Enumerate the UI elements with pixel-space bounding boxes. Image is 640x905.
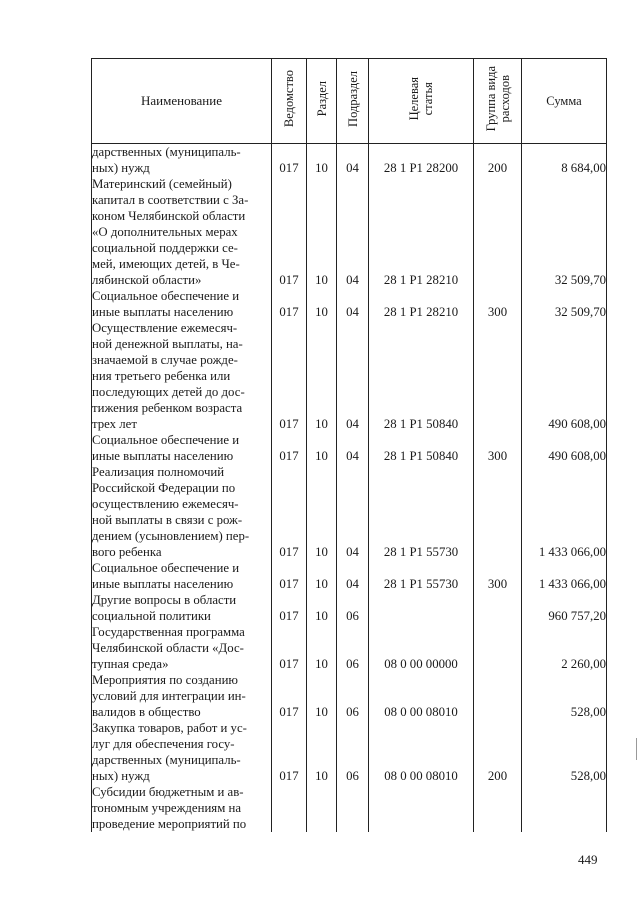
- row-name-line: Осуществление ежемесяч-: [92, 321, 238, 335]
- row-target: 28 1 P1 55730: [369, 464, 474, 560]
- header-group-line2: расходов: [497, 75, 512, 123]
- row-name-line: тономным учреждениям на: [92, 801, 242, 815]
- header-dept-label: Ведомство: [282, 70, 296, 128]
- row-name-line: последующих детей до дос-: [92, 385, 245, 399]
- row-sum: 8 684,00: [522, 144, 607, 177]
- row-group: [474, 176, 522, 288]
- row-subsection: 06: [337, 624, 369, 672]
- row-name-line: дарственных (муниципаль-: [92, 145, 241, 159]
- row-section: 10: [307, 176, 337, 288]
- row-target: [369, 592, 474, 624]
- row-section: 10: [307, 720, 337, 784]
- row-name-line: дарственных (муниципаль-: [92, 753, 241, 767]
- row-name-line: валидов в общество: [92, 705, 201, 719]
- row-name-line: Закупка товаров, работ и ус-: [92, 721, 247, 735]
- row-subsection: 04: [337, 176, 369, 288]
- row-group: 200: [474, 144, 522, 177]
- row-name-line: тижения ребенком возраста: [92, 401, 243, 415]
- row-sum: 528,00: [522, 720, 607, 784]
- row-name-line: ных) нужд: [92, 161, 150, 175]
- row-name-line: ных) нужд: [92, 769, 150, 783]
- row-name-line: мей, имеющих детей, в Че-: [92, 257, 240, 271]
- budget-table: [91, 58, 607, 832]
- header-group-label: [484, 66, 512, 131]
- row-name: [92, 176, 272, 288]
- row-name: [92, 784, 272, 832]
- row-subsection: 04: [337, 464, 369, 560]
- table-row: [92, 560, 607, 592]
- row-name-line: Реализация полномочий: [92, 465, 225, 479]
- row-name-line: Российской Федерации по: [92, 481, 236, 495]
- row-name: [92, 432, 272, 464]
- row-sum: 490 608,00: [522, 432, 607, 464]
- row-section: 10: [307, 288, 337, 320]
- row-name-line: значаемой в случае рожде-: [92, 353, 238, 367]
- row-name-line: ной выплаты в связи с рож-: [92, 513, 243, 527]
- header-group: [474, 59, 522, 144]
- row-group: 300: [474, 288, 522, 320]
- table-row: [92, 784, 607, 832]
- row-name-line: Социальное обеспечение и: [92, 561, 240, 575]
- table-row: [92, 624, 607, 672]
- row-target: [369, 784, 474, 832]
- row-group: 300: [474, 432, 522, 464]
- row-name-line: Государственная программа: [92, 625, 245, 639]
- row-sum: 960 757,20: [522, 592, 607, 624]
- page-number: 449: [578, 852, 598, 867]
- row-name: [92, 464, 272, 560]
- row-dept: 017: [272, 144, 307, 177]
- table-header-row: [92, 59, 607, 144]
- row-name-line: Другие вопросы в области: [92, 593, 237, 607]
- row-target: 28 1 P1 28210: [369, 288, 474, 320]
- row-dept: 017: [272, 592, 307, 624]
- row-subsection: 06: [337, 672, 369, 720]
- row-name: [92, 672, 272, 720]
- row-subsection: 04: [337, 288, 369, 320]
- row-subsection: 06: [337, 720, 369, 784]
- row-subsection: 04: [337, 432, 369, 464]
- row-name-line: тупная среда»: [92, 657, 169, 671]
- row-name-line: вого ребенка: [92, 545, 162, 559]
- header-section: [307, 59, 337, 144]
- header-target-line1: Целевая: [407, 77, 421, 121]
- table-row: [92, 720, 607, 784]
- row-section: 10: [307, 432, 337, 464]
- row-dept: 017: [272, 560, 307, 592]
- table-row: [92, 320, 607, 432]
- row-dept: 017: [272, 464, 307, 560]
- row-name: [92, 288, 272, 320]
- row-target: 08 0 00 00000: [369, 624, 474, 672]
- row-dept: [272, 784, 307, 832]
- row-dept: 017: [272, 624, 307, 672]
- row-subsection: 04: [337, 320, 369, 432]
- row-name: [92, 592, 272, 624]
- row-target: 28 1 P1 50840: [369, 432, 474, 464]
- row-sum: 528,00: [522, 672, 607, 720]
- row-section: 10: [307, 320, 337, 432]
- row-section: 10: [307, 624, 337, 672]
- row-section: 10: [307, 144, 337, 177]
- table-row: [92, 592, 607, 624]
- row-name-line: социальной политики: [92, 609, 211, 623]
- row-group: 300: [474, 560, 522, 592]
- row-name: [92, 320, 272, 432]
- row-name-line: осуществлению ежемесяч-: [92, 497, 239, 511]
- row-group: [474, 592, 522, 624]
- row-target: 28 1 P1 28210: [369, 176, 474, 288]
- row-section: 10: [307, 560, 337, 592]
- header-section-label: Раздел: [314, 81, 329, 117]
- row-target: 08 0 00 08010: [369, 672, 474, 720]
- row-name-line: капитал в соответствии с За-: [92, 193, 249, 207]
- row-sum: 1 433 066,00: [522, 560, 607, 592]
- row-sum: [522, 784, 607, 832]
- row-name-line: коном Челябинской области: [92, 209, 246, 223]
- row-section: 10: [307, 672, 337, 720]
- row-name-line: Мероприятия по созданию: [92, 673, 238, 687]
- row-subsection: 04: [337, 144, 369, 177]
- header-subsection: [337, 59, 369, 144]
- table-row: [92, 176, 607, 288]
- row-dept: 017: [272, 288, 307, 320]
- row-name: [92, 720, 272, 784]
- row-name: [92, 144, 272, 177]
- table-body: [92, 144, 607, 833]
- row-dept: 017: [272, 672, 307, 720]
- row-name-line: иные выплаты населению: [92, 449, 234, 463]
- row-target: 28 1 P1 28200: [369, 144, 474, 177]
- row-name-line: ной денежной выплаты, на-: [92, 337, 243, 351]
- scan-edge-mark: [636, 738, 637, 760]
- row-group: [474, 320, 522, 432]
- row-subsection: 06: [337, 592, 369, 624]
- row-name-line: лябинской области»: [92, 273, 202, 287]
- row-name-line: луг для обеспечения госу-: [92, 737, 235, 751]
- row-name-line: социальной поддержки се-: [92, 241, 238, 255]
- header-target: [369, 59, 474, 144]
- row-name-line: Социальное обеспечение и: [92, 433, 240, 447]
- row-group: [474, 464, 522, 560]
- header-name: Наименование: [92, 59, 272, 144]
- row-dept: 017: [272, 432, 307, 464]
- row-section: 10: [307, 592, 337, 624]
- row-target: 08 0 00 08010: [369, 720, 474, 784]
- row-dept: 017: [272, 320, 307, 432]
- row-target: 28 1 P1 55730: [369, 560, 474, 592]
- table-row: [92, 432, 607, 464]
- row-subsection: 04: [337, 560, 369, 592]
- row-subsection: [337, 784, 369, 832]
- row-dept: 017: [272, 176, 307, 288]
- row-target: 28 1 P1 50840: [369, 320, 474, 432]
- row-name-line: Субсидии бюджетным и ав-: [92, 785, 244, 799]
- header-target-label: [407, 77, 435, 120]
- row-dept: 017: [272, 720, 307, 784]
- row-group: [474, 672, 522, 720]
- row-name-line: трех лет: [92, 417, 137, 431]
- row-sum: 490 608,00: [522, 320, 607, 432]
- table-row: [92, 672, 607, 720]
- row-name-line: иные выплаты населению: [92, 577, 234, 591]
- table-row: [92, 288, 607, 320]
- row-name-line: ния третьего ребенка или: [92, 369, 231, 383]
- row-name-line: дением (усыновлением) пер-: [92, 529, 250, 543]
- table-row: [92, 144, 607, 177]
- row-sum: 32 509,70: [522, 288, 607, 320]
- header-subsection-label: Подраздел: [345, 71, 360, 127]
- row-name-line: «О дополнительных мерах: [92, 225, 238, 239]
- header-sum: Сумма: [522, 59, 607, 144]
- row-name-line: Челябинской области «Дос-: [92, 641, 244, 655]
- row-group: [474, 624, 522, 672]
- row-sum: 32 509,70: [522, 176, 607, 288]
- row-sum: 2 260,00: [522, 624, 607, 672]
- header-dept: [272, 59, 307, 144]
- row-section: 10: [307, 464, 337, 560]
- row-name: [92, 560, 272, 592]
- row-name-line: Материнский (семейный): [92, 177, 232, 191]
- row-group: [474, 784, 522, 832]
- row-section: [307, 784, 337, 832]
- table-row: [92, 464, 607, 560]
- row-group: 200: [474, 720, 522, 784]
- header-target-line2: статья: [421, 82, 435, 116]
- row-name-line: проведение мероприятий по: [92, 817, 247, 831]
- header-group-line1: Группа вида: [483, 66, 498, 132]
- row-sum: 1 433 066,00: [522, 464, 607, 560]
- row-name: [92, 624, 272, 672]
- row-name-line: условий для интеграции ин-: [92, 689, 246, 703]
- row-name-line: иные выплаты населению: [92, 305, 234, 319]
- row-name-line: Социальное обеспечение и: [92, 289, 240, 303]
